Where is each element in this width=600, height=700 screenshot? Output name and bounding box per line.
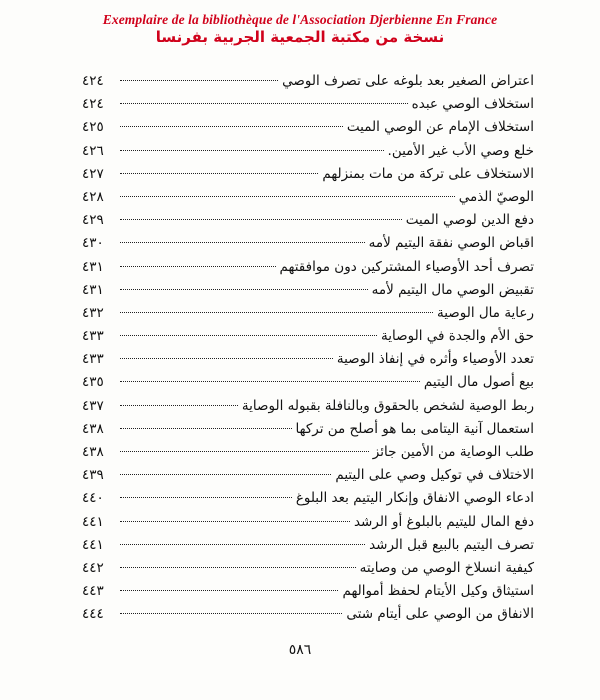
- toc-entry: [82, 140, 534, 163]
- toc-entry: [82, 93, 534, 116]
- toc-entry: [82, 603, 534, 626]
- toc-entry-title: الوصيّ الذمي: [458, 188, 534, 205]
- toc-entry: [82, 557, 534, 580]
- toc-entry-page: ٤٤٠: [82, 490, 104, 507]
- toc-entry: [82, 580, 534, 603]
- dot-leader: [120, 474, 331, 475]
- toc-entry: [82, 70, 534, 93]
- toc-entry-title: استخلاف الوصي عبده: [411, 96, 534, 113]
- toc-entry: [82, 163, 534, 186]
- toc-entry-title: طلب الوصاية من الأمين جائز: [372, 444, 534, 460]
- toc-entry-title: تعدد الأوصياء وأثره في إنفاذ الوصية: [336, 351, 534, 368]
- dot-leader: [120, 312, 433, 313]
- toc-entry-title: خلع وصي الأب غير الأمين.: [387, 142, 534, 159]
- toc-entry: [82, 209, 534, 232]
- dot-leader: [120, 289, 368, 290]
- dot-leader: [120, 242, 365, 243]
- toc-entry-page: ٤٣١: [82, 281, 104, 298]
- toc-entry-page: ٤٢٦: [82, 142, 104, 159]
- toc-entry: [82, 441, 534, 464]
- toc-entry-title: الاختلاف في توكيل وصي على اليتيم: [335, 467, 534, 484]
- toc-entry: [82, 116, 534, 139]
- toc-entry-title: اعتراض الصغير بعد بلوغه على تصرف الوصي: [282, 73, 534, 89]
- toc-entry-page: ٤٣٢: [82, 304, 104, 321]
- toc-entry: [82, 302, 534, 325]
- toc-entry-title: حق الأم والجدة في الوصاية: [381, 328, 534, 345]
- toc-entry: [82, 534, 534, 557]
- dot-leader: [120, 358, 333, 359]
- toc-entry-page: ٤٣١: [82, 258, 104, 275]
- toc-entry: [82, 511, 534, 534]
- dot-leader: [120, 544, 365, 545]
- dot-leader: [120, 521, 350, 522]
- toc-entry-title: تصرف أحد الأوصياء المشتركين دون موافقتهم: [279, 258, 534, 275]
- toc-entry: [82, 256, 534, 279]
- toc-entry: [82, 279, 534, 302]
- watermark-arabic: نسخة من مكتبة الجمعية الجربية بفرنسا: [155, 28, 445, 46]
- toc-entry-title: اقباض الوصي نفقة اليتيم لأمه: [368, 235, 534, 252]
- toc-entry: [82, 186, 534, 209]
- dot-leader: [120, 103, 408, 104]
- toc-entry-page: ٤٢٩: [82, 212, 104, 229]
- toc-entry-title: تصرف اليتيم بالبيع قبل الرشد: [369, 536, 534, 553]
- toc-entry-title: استخلاف الإمام عن الوصي الميت: [346, 119, 534, 136]
- toc-entry: [82, 371, 534, 394]
- toc-entry-title: ادعاء الوصي الانفاق وإنكار اليتيم بعد البلوغ: [295, 490, 534, 507]
- toc-entry-title: الانفاق من الوصي على أيتام شتى: [346, 606, 534, 623]
- dot-leader: [120, 381, 420, 382]
- toc-entry: [82, 232, 534, 255]
- toc-entry-page: ٤٣٧: [82, 397, 104, 414]
- toc-entry-page: ٤٤١: [82, 513, 104, 530]
- toc-entry-title: رعاية مال الوصية: [436, 304, 534, 321]
- toc-entry: [82, 348, 534, 371]
- toc-entry-title: الاستخلاف على تركة من مات بمنزلهم: [322, 165, 534, 182]
- toc-entry: [82, 395, 534, 418]
- dot-leader: [120, 567, 356, 568]
- toc-entry: [82, 487, 534, 510]
- dot-leader: [120, 266, 276, 267]
- toc-entry-page: ٤٣٩: [82, 467, 104, 484]
- toc-entry-title: دفع الدين لوصي الميت: [405, 212, 534, 229]
- toc-entry-page: ٤٤٤: [82, 606, 104, 623]
- toc-entry: [82, 464, 534, 487]
- dot-leader: [120, 150, 384, 151]
- toc-entry-title: بيع أصول مال اليتيم: [423, 374, 534, 391]
- dot-leader: [120, 497, 292, 498]
- toc-entry-page: ٤٣٠: [82, 235, 104, 252]
- toc-entry-page: ٤٣٨: [82, 444, 104, 460]
- dot-leader: [120, 173, 318, 174]
- dot-leader: [120, 80, 278, 81]
- toc-entry-title: استعمال آنية اليتامى بما هو أصلح من تركها: [295, 420, 534, 437]
- dot-leader: [120, 428, 292, 429]
- toc-entry-page: ٤٤٣: [82, 583, 104, 600]
- dot-leader: [120, 335, 377, 336]
- dot-leader: [120, 219, 402, 220]
- toc-entry-page: ٤٢٤: [82, 73, 104, 89]
- dot-leader: [120, 590, 338, 591]
- toc-entry-page: ٤٣٥: [82, 374, 104, 391]
- watermark-french: Exemplaire de la bibliothèque de l'Association Djerbienne En France: [102, 12, 498, 27]
- dot-leader: [120, 126, 343, 127]
- toc-entry-page: ٤٢٧: [82, 165, 104, 182]
- toc-entry-page: ٤٤١: [82, 536, 104, 553]
- toc-entry-title: ربط الوصية لشخص بالحقوق وبالنافلة بقبوله الوصاية: [241, 397, 534, 414]
- toc-entry-title: دفع المال لليتيم بالبلوغ أو الرشد: [353, 513, 534, 530]
- toc-entry-title: استيثاق وكيل الأيتام لحفظ أموالهم: [342, 583, 534, 600]
- dot-leader: [120, 451, 369, 452]
- table-of-contents: [82, 70, 534, 627]
- toc-entry-title: تقبيض الوصي مال اليتيم لأمه: [371, 281, 534, 298]
- dot-leader: [120, 613, 342, 614]
- dot-leader: [120, 196, 455, 197]
- toc-entry: [82, 418, 534, 441]
- toc-entry-page: ٤٣٨: [82, 420, 104, 437]
- toc-entry-page: ٤٣٣: [82, 328, 104, 345]
- toc-entry-page: ٤٢٨: [82, 188, 104, 205]
- toc-entry-page: ٤٣٣: [82, 351, 104, 368]
- toc-entry-page: ٤٢٤: [82, 96, 104, 113]
- dot-leader: [120, 405, 238, 406]
- toc-entry-page: ٤٢٥: [82, 119, 104, 136]
- page-number: ٥٨٦: [288, 642, 312, 658]
- toc-entry: [82, 325, 534, 348]
- toc-entry-page: ٤٤٢: [82, 559, 104, 576]
- toc-entry-title: كيفية انسلاخ الوصي من وصايته: [359, 559, 534, 576]
